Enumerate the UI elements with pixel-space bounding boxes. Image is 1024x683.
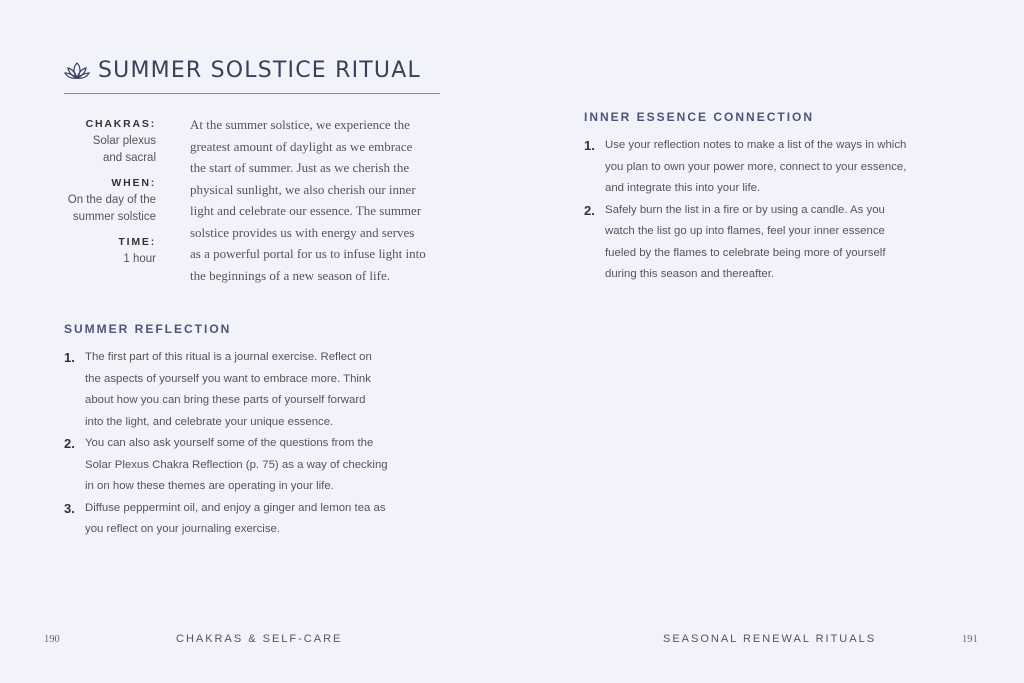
step-number: 3. [64,500,75,516]
running-footer-left: CHAKRAS & SELF-CARE [176,633,343,645]
step-line: Diffuse peppermint oil, and enjoy a ginger and lemon tea as [85,501,386,514]
step-line: in on how these themes are operating in your life. [85,480,334,492]
list-item [584,135,964,200]
step-number: 2. [584,202,595,218]
intro-line: greatest amount of daylight as we embrace [190,138,413,154]
step-number: 1. [584,138,595,153]
step-number: 1. [64,350,75,365]
step-number: 2. [64,436,75,451]
step-line: The first part of this ritual is a journal exercise. Reflect on [85,351,372,363]
meta-value-when: On the day of the summer solstice [67,194,156,223]
section-title-summer-reflection: SUMMER REFLECTION [64,322,232,336]
intro-line: the beginnings of a new season of life. [190,267,391,283]
right-page [512,0,1024,683]
list-item [584,200,964,286]
inner-essence-steps [584,135,964,286]
meta-label-chakras: CHAKRAS: [85,118,156,130]
step-line: watch the list go up into flames, feel your inner essence [605,225,885,237]
step-line: Solar Plexus Chakra Reflection (p. 75) as a way of checking [85,458,388,471]
meta-value-time: 1 hour [123,253,156,265]
meta-value-chakras: Solar plexus and sacral [92,135,156,164]
summer-reflection-steps [64,347,444,541]
step-line: into the light, and celebrate your unique essence. [85,415,334,428]
intro-line: as a powerful portal for us to infuse light into [190,246,426,261]
step-line: fueled by the flames to celebrate being more of yourself [605,246,886,259]
step-line: You can also ask yourself some of the questions from the [85,437,374,449]
intro-line: solstice provides us with energy and serves [190,224,415,240]
intro-line: light and celebrate our essence. The summer [190,203,422,218]
intro-line: physical sunlight, we also cherish our inner [190,181,416,197]
ritual-title-row [64,58,440,94]
page-number-left: 190 [44,634,60,645]
step-line: during this season and thereafter. [605,268,775,280]
section-title-inner-essence: INNER ESSENCE CONNECTION [584,110,815,124]
page-title: SUMMER SOLSTICE RITUAL [98,58,421,83]
ritual-meta [64,116,156,268]
step-line: and integrate this into your life. [605,182,761,194]
step-line: the aspects of yourself you want to embrace more. Think [85,372,371,385]
step-line: about how you can bring these parts of yourself forward [85,394,366,406]
running-footer-right: SEASONAL RENEWAL RITUALS [663,633,877,645]
step-line: you reflect on your journaling exercise. [85,523,281,535]
meta-label-when: WHEN: [111,177,156,189]
list-item [64,347,444,433]
intro-paragraph [190,114,442,286]
lotus-icon [64,61,90,81]
intro-line: the start of summer. Just as we cherish the [190,160,410,175]
meta-label-time: TIME: [118,236,156,248]
step-line: Use your reflection notes to make a list of the ways in which [605,139,907,151]
list-item [64,498,444,541]
step-line: Safely burn the list in a fire or by using a candle. As you [605,203,885,216]
page-number-right: 191 [962,634,978,645]
list-item [64,433,444,498]
step-line: you plan to own your power more, connect to your essence, [605,160,907,173]
intro-line: At the summer solstice, we experience the [190,117,410,132]
